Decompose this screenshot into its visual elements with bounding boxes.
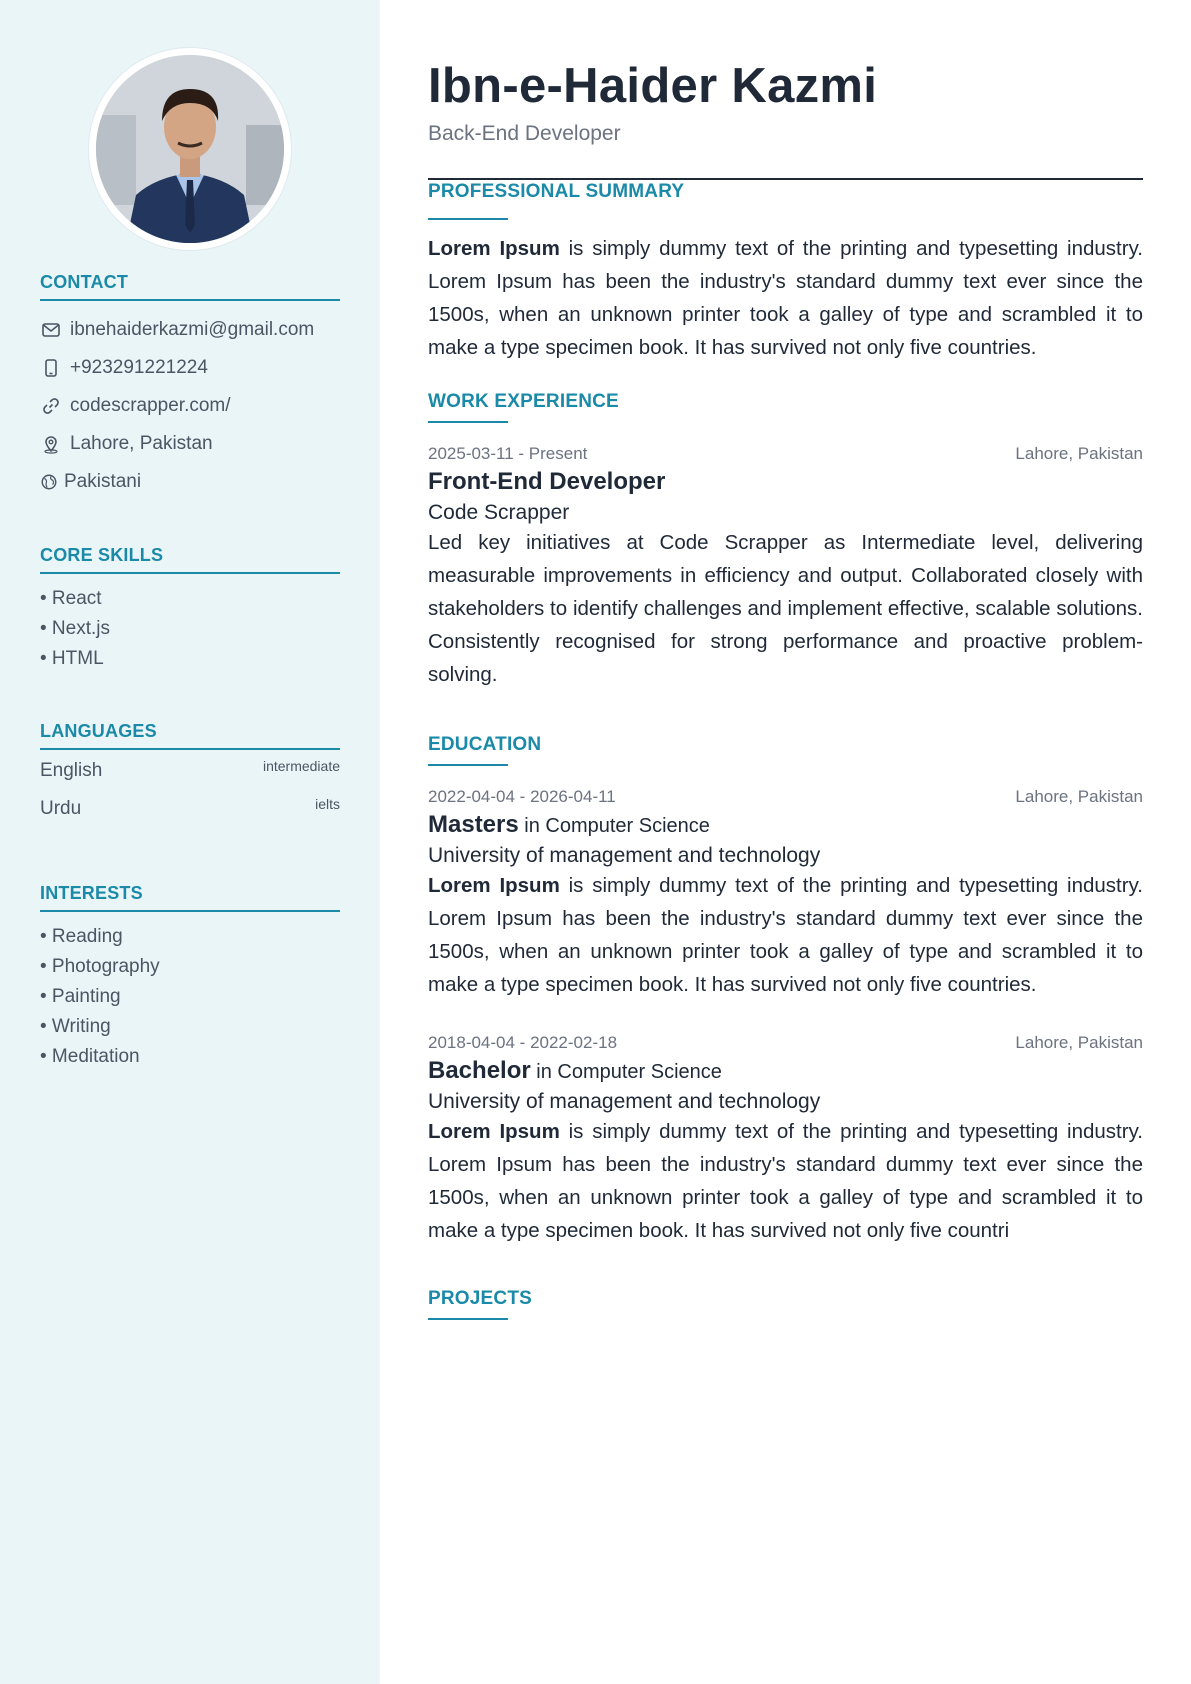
summary-text	[428, 232, 1143, 364]
sidebar	[0, 0, 380, 1684]
education-lead: Lorem Ipsum	[428, 874, 560, 897]
summary-lead: Lorem Ipsum	[428, 237, 560, 260]
education-body: is simply dummy text of the printing and typesetting industry. Lorem Ipsum has been the industry's standard dummy text ever since the 1500s, when an unknown printer took a galley of type and scrambled it to make a type specimen book. It has survived not only five countries.	[428, 874, 1143, 996]
work-dates: 2025-03-11 - Present	[428, 444, 588, 463]
skills-section	[40, 545, 340, 674]
skills-heading: CORE SKILLS	[40, 545, 340, 574]
person-portrait-icon	[96, 55, 284, 243]
contact-website[interactable]	[40, 387, 340, 425]
candidate-role: Back-End Developer	[428, 122, 621, 145]
languages-heading: LANGUAGES	[40, 721, 340, 750]
job-description: Led key initiatives at Code Scrapper as Intermediate level, delivering measurable improvements in efficiency and output. Collaborated closely with stakeholders to identify challenges and implement effective, scalable solutions. Consistently recognised for strong performance and proactive problem-solving.	[428, 531, 1143, 686]
location-icon	[40, 433, 62, 455]
interest-item: • Photography	[40, 956, 160, 977]
summary-body: is simply dummy text of the printing and typesetting industry. Lorem Ipsum has been the industry's standard dummy text ever since the 1500s, when an unknown printer took a galley of type and scrambled it to make a type specimen book. It has survived not only five countries.	[428, 237, 1143, 359]
interest-item: • Painting	[40, 986, 121, 1007]
education-location: Lahore, Pakistan	[1015, 1033, 1143, 1052]
interests-heading: INTERESTS	[40, 883, 340, 912]
contact-email[interactable]	[40, 311, 340, 349]
skill-item: • React	[40, 588, 102, 609]
projects-heading: PROJECTS	[428, 1288, 533, 1309]
language-row	[40, 750, 340, 788]
language-row	[40, 788, 340, 826]
degree-field: in Computer Science	[530, 1061, 722, 1083]
education-lead: Lorem Ipsum	[428, 1120, 560, 1143]
phone-icon	[40, 357, 62, 379]
language-level: intermediate	[262, 758, 340, 774]
language-name: Urdu	[40, 798, 82, 819]
skill-item: • HTML	[40, 648, 104, 669]
education-meta	[428, 1033, 1143, 1053]
globe-icon	[40, 471, 58, 493]
degree-line	[428, 1057, 722, 1085]
education-meta	[428, 787, 1143, 807]
work-underline	[428, 421, 508, 423]
contact-section	[40, 272, 340, 501]
contact-phone[interactable]	[40, 349, 340, 387]
degree-line	[428, 811, 710, 839]
education-heading: EDUCATION	[428, 734, 542, 755]
contact-nationality-text: Pakistani	[64, 471, 142, 492]
languages-section	[40, 721, 340, 826]
interests-section	[40, 883, 340, 1072]
education-body: is simply dummy text of the printing and typesetting industry. Lorem Ipsum has been the industry's standard dummy text ever since the 1500s, when an unknown printer took a galley of type and scrambled it to make a type specimen book. It has survived not only five countri	[428, 1120, 1143, 1242]
contact-website-text: codescrapper.com/	[70, 395, 231, 416]
education-description	[428, 869, 1143, 1001]
summary-underline	[428, 218, 508, 220]
summary-heading: PROFESSIONAL SUMMARY	[428, 181, 685, 202]
work-meta	[428, 444, 1143, 464]
education-location: Lahore, Pakistan	[1015, 787, 1143, 806]
education-dates: 2022-04-04 - 2026-04-11	[428, 787, 616, 806]
school-name: University of management and technology	[428, 844, 821, 867]
projects-underline	[428, 1318, 508, 1320]
degree-name: Masters	[428, 811, 519, 838]
header-divider	[428, 178, 1143, 180]
contact-heading: CONTACT	[40, 272, 340, 301]
company-name: Code Scrapper	[428, 501, 570, 524]
interest-item: • Writing	[40, 1016, 111, 1037]
education-underline	[428, 764, 508, 766]
degree-name: Bachelor	[428, 1057, 531, 1084]
profile-photo	[96, 55, 284, 243]
work-location: Lahore, Pakistan	[1015, 444, 1143, 463]
mail-icon	[40, 319, 62, 341]
candidate-name: Ibn-e-Haider Kazmi	[428, 59, 878, 113]
contact-location-text: Lahore, Pakistan	[70, 433, 213, 454]
main-content	[380, 0, 1191, 1684]
job-title: Front-End Developer	[428, 468, 666, 495]
school-name: University of management and technology	[428, 1090, 821, 1113]
education-description	[428, 1115, 1143, 1247]
link-icon	[40, 395, 62, 417]
language-name: English	[40, 760, 103, 781]
skill-item: • Next.js	[40, 618, 110, 639]
education-dates: 2018-04-04 - 2022-02-18	[428, 1033, 618, 1052]
profile-photo-frame	[89, 48, 291, 250]
work-heading: WORK EXPERIENCE	[428, 391, 619, 412]
language-level: ielts	[315, 796, 340, 812]
interest-item: • Reading	[40, 926, 123, 947]
interest-item: • Meditation	[40, 1046, 140, 1067]
contact-email-text: ibnehaiderkazmi@gmail.com	[70, 319, 315, 340]
contact-phone-text: +923291221224	[70, 357, 208, 378]
contact-location	[40, 425, 340, 463]
contact-nationality	[40, 463, 340, 501]
degree-field: in Computer Science	[518, 815, 710, 837]
